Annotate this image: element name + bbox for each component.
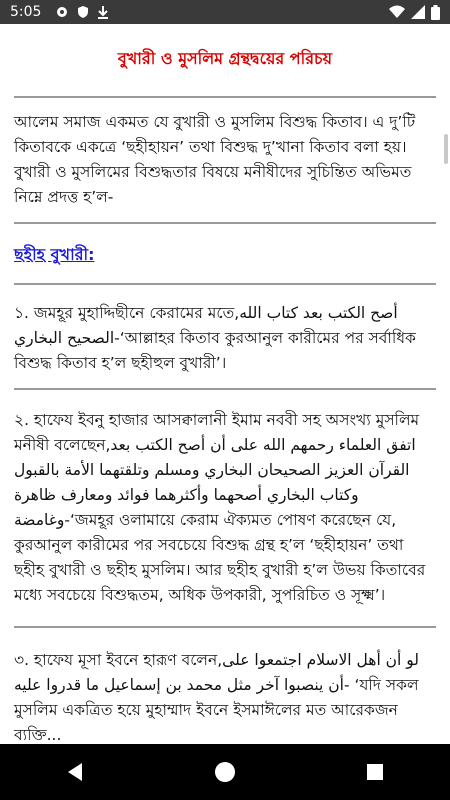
- divider: [14, 283, 436, 285]
- shield-icon: [77, 5, 89, 19]
- item-bengali: - ‘যদি সকল মুসলিম একত্রিত হয়ে মুহাম্মাদ ইবনে ইসমাঈলের মত আরেকজন ব্যক্তি...: [14, 676, 419, 744]
- intro-paragraph: আলেম সমাজ একমত যে বুখারী ও মুসলিম বিশুদ্ধ কিতাব। এ দু’টি কিতাবকে একত্রে ‘ছহীহায়ন’ তথা বিশুদ্ধ দু’খানা কিতাব বলা হয়। বুখারী ও মুসলিমের বিশুদ্ধতার বিষয়ে মনীষীদের সুচিন্তিত অভিমত নিম্নে প্রদত্ত হ’ল-: [14, 113, 416, 206]
- article-content[interactable]: [0, 24, 450, 744]
- back-button[interactable]: [45, 752, 105, 792]
- signal-icon: [411, 5, 425, 19]
- list-item: [14, 408, 436, 608]
- item-prefix: ৩. হাফেয মূসা ইবনে হারূণ বলেন,: [14, 651, 223, 669]
- item-arabic: أصح الكتب بعد كتاب الله الصحيح البخاري: [14, 304, 398, 347]
- home-button[interactable]: [195, 752, 255, 792]
- item-prefix: ১. জমহূর মুহাদ্দিছীনে কেরামের মতে,: [14, 304, 240, 322]
- divider: [14, 96, 436, 98]
- item-arabic: اتفق العلماء رحمهم الله على أن أصح الكتب بعد القرآن العزيز الصحيحان البخاري ومسلم وتلقتهما الأمة بالقبول وكتاب البخاري أصحهما وأكثرهما فوائد ومعارف ظاهرة وغامضة: [14, 436, 416, 529]
- gear-icon: [55, 5, 69, 19]
- page-title: বুখারী ও মুসলিম গ্রন্থদ্বয়ের পরিচয়: [117, 49, 333, 68]
- item-arabic: لو أن أهل الاسلام اجتمعوا على أن ينصبوا آخر مثل محمد بن إسماعيل ما قدروا عليه: [14, 651, 420, 694]
- divider: [14, 388, 436, 390]
- home-icon: [214, 761, 236, 783]
- wifi-icon: [389, 5, 405, 19]
- battery-icon: [431, 5, 440, 20]
- item-bengali: -‘জমহূর ওলামায়ে কেরাম ঐক্যমত পোষণ করেছেন যে, কুরআনুল কারীমের পর সবচেয়ে বিশুদ্ধ গ্রন্থ হ’ল ‘ছহীহায়ন’ তথা ছহীহ বুখারী ও ছহীহ মুসলিম। আর ছহীহ বুখারী হ’ল উভয় কিতাবের মধ্যে সবচেয়ে বিশুদ্ধতম, অধিক উপকারী, সুপরিচিত ও সূক্ষ্ম’।: [14, 511, 426, 604]
- item-prefix: ২. হাফেয ইবনু হাজার আসক্বালানী ইমাম নববী সহ অসংখ্য মুসলিম মনীষী বলেছেন,: [14, 411, 420, 454]
- divider: [14, 626, 436, 628]
- navigation-bar: [0, 744, 450, 800]
- download-icon: [97, 5, 109, 19]
- recents-button[interactable]: [345, 752, 405, 792]
- scrollbar[interactable]: [444, 134, 448, 164]
- section-title: ছহীহ বুখারী:: [14, 245, 95, 264]
- status-time: 5:05: [10, 4, 42, 20]
- back-icon: [65, 761, 85, 783]
- divider: [14, 222, 436, 224]
- item-bengali: -‘আল্লাহর কিতাব কুরআনুল কারীমের পর সর্বাধিক বিশুদ্ধ কিতাব হ’ল ছহীহুল বুখারী’।: [14, 329, 416, 372]
- status-bar: [0, 0, 450, 24]
- list-item: [14, 301, 436, 376]
- recents-icon: [365, 762, 385, 782]
- list-item: [14, 648, 436, 744]
